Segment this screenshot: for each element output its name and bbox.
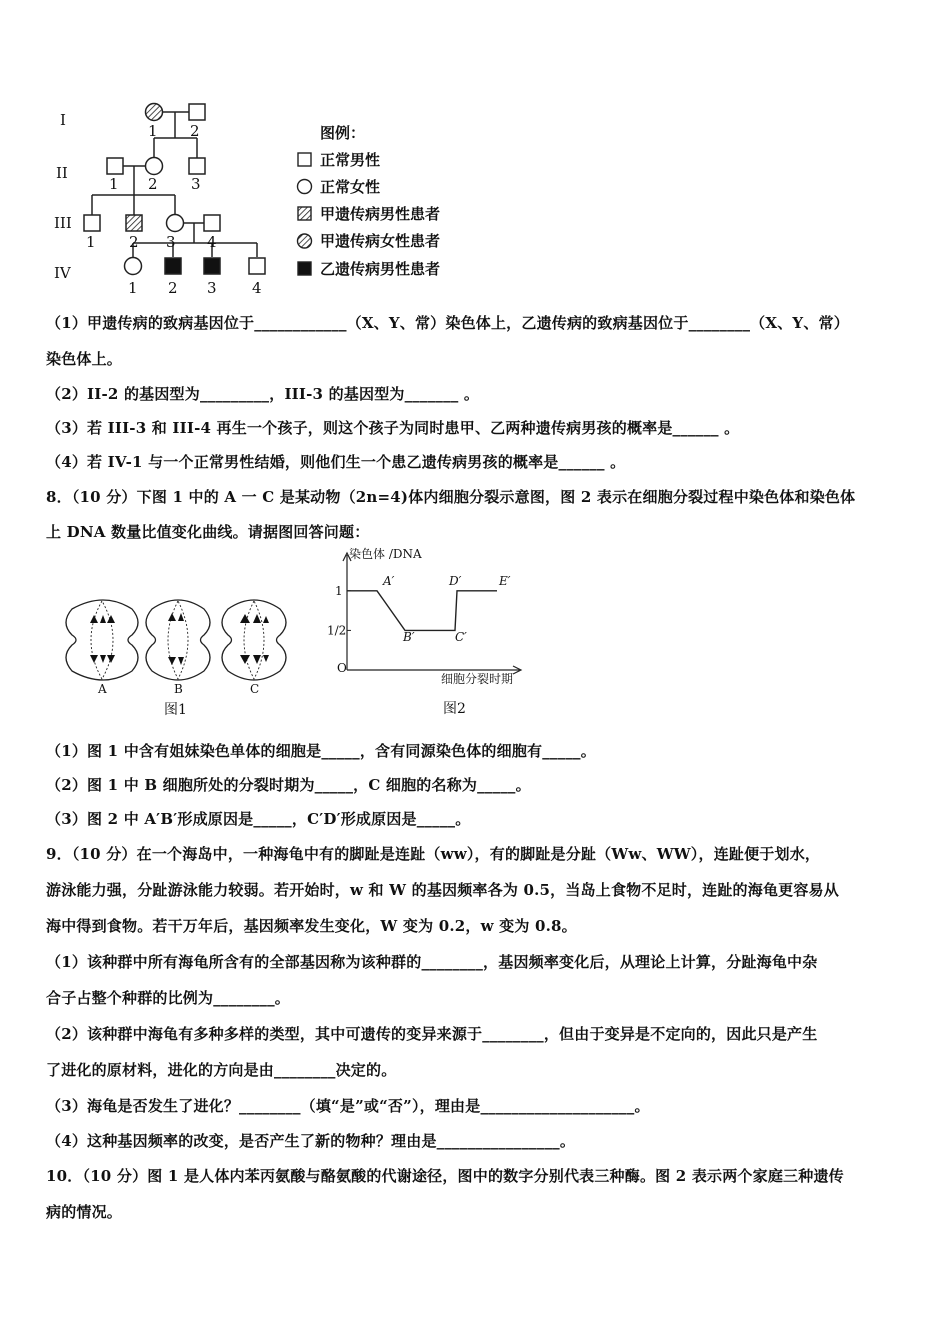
IV-3-affected-male-b bbox=[204, 258, 220, 274]
q9-line-3: 海中得到食物。若干万年后，基因频率发生变化，W 变为 0.2，w 变为 0.8。 bbox=[46, 917, 577, 935]
fig2-origin: O bbox=[337, 661, 347, 675]
num-III-2: 2 bbox=[129, 233, 139, 251]
fig2-caption: 图2 bbox=[443, 701, 466, 717]
q7-line-5: （4）若 IV-1 与一个正常男性结婚，则他们生一个患乙遗传病男孩的概率是______ 。 bbox=[46, 453, 626, 471]
q8-sub-1: （1）图 1 中含有姐妹染色单体的细胞是_____，含有同源染色体的细胞有_____。 bbox=[46, 742, 596, 760]
cell-a-membrane bbox=[66, 600, 138, 680]
num-II-3: 3 bbox=[191, 175, 201, 193]
pedigree-figure bbox=[40, 95, 480, 300]
fig1-caption: 图1 bbox=[164, 702, 187, 718]
num-III-1: 1 bbox=[86, 233, 96, 251]
q8-sub-3: （3）图 2 中 A′B′形成原因是_____，C′D′形成原因是_____。 bbox=[46, 810, 471, 828]
q8-figure-2-chart bbox=[325, 545, 535, 725]
q8-line-2: 上 DNA 数量比值变化曲线。请据图回答问题： bbox=[46, 523, 370, 541]
q8-sub-2: （2）图 1 中 B 细胞所处的分裂时期为_____，C 细胞的名称为_____。 bbox=[46, 776, 531, 794]
cell-b-membrane bbox=[146, 600, 210, 680]
num-III-3: 3 bbox=[166, 233, 176, 251]
legend-a-female: 甲遗传病女性患者 bbox=[320, 232, 441, 250]
IV-2-affected-male-b bbox=[165, 258, 181, 274]
num-I-2: 2 bbox=[190, 122, 200, 140]
q8-figure-1 bbox=[60, 595, 300, 725]
III-3-normal-female bbox=[167, 215, 184, 232]
fig2-series-line bbox=[347, 591, 497, 631]
III-2-affected-male-a bbox=[126, 215, 142, 231]
q9-line-8: （3）海龟是否发生了进化？________（填“是”或“否”），理由是____________________。 bbox=[46, 1097, 650, 1115]
II-3-normal-male bbox=[189, 158, 205, 174]
fig2-point-d: D′ bbox=[449, 574, 462, 588]
q10-line-1: 10．（10 分）图 1 是人体内苯丙氨酸与酪氨酸的代谢途径，图中的数字分别代表三种酶。图 2 表示两个家庭三种遗传 bbox=[46, 1167, 844, 1185]
cell-c-membrane bbox=[222, 600, 286, 680]
legend-normal-female: 正常女性 bbox=[320, 178, 381, 196]
legend-normal-male-icon bbox=[298, 153, 311, 166]
legend-b-male-icon bbox=[298, 262, 311, 275]
IV-1-normal-female bbox=[125, 258, 142, 275]
num-IV-2: 2 bbox=[168, 279, 178, 297]
III-1-normal-male bbox=[84, 215, 100, 231]
legend-b-male: 乙遗传病男性患者 bbox=[320, 260, 441, 278]
q7-line-1: （1）甲遗传病的致病基因位于____________（X、Y、常）染色体上，乙遗传病的致病基因位于________（X、Y、常） bbox=[46, 314, 849, 332]
num-II-1: 1 bbox=[109, 175, 119, 193]
I-2-normal-male bbox=[189, 104, 205, 120]
q8-line-1: 8．（10 分）下图 1 中的 A 一 C 是某动物（2n=4)体内细胞分裂示意图，图 2 表示在细胞分裂过程中染色体和染色体 bbox=[46, 488, 856, 506]
II-2-normal-female bbox=[146, 158, 163, 175]
num-IV-4: 4 bbox=[252, 279, 262, 297]
III-4-normal-male bbox=[204, 215, 220, 231]
q9-line-9: （4）这种基因频率的改变，是否产生了新的物种？理由是________________。 bbox=[46, 1132, 576, 1150]
q10-line-2: 病的情况。 bbox=[46, 1203, 123, 1221]
cell-label-b: B bbox=[174, 682, 183, 696]
legend-title: 图例： bbox=[320, 124, 366, 142]
cell-label-c: C bbox=[250, 682, 260, 696]
IV-4-normal-male bbox=[249, 258, 265, 274]
fig2-point-b: B′ bbox=[403, 630, 415, 644]
legend-a-female-icon bbox=[298, 234, 312, 248]
legend-normal-female-icon bbox=[298, 180, 312, 194]
q7-line-4: （3）若 III-3 和 III-4 再生一个孩子，则这个孩子为同时患甲、乙两种遗传病男孩的概率是______ 。 bbox=[46, 419, 740, 437]
fig2-ytick-half: 1/2 bbox=[327, 623, 347, 638]
I-1-affected-female bbox=[146, 104, 163, 121]
fig2-ylabel: 染色体 /DNA bbox=[349, 547, 422, 561]
legend-normal-male: 正常男性 bbox=[320, 151, 381, 169]
q9-line-6: （2）该种群中海龟有多种多样的类型，其中可遗传的变异来源于________，但由于变异是不定向的，因此只是产生 bbox=[46, 1025, 818, 1043]
q9-line-7: 了进化的原材料，进化的方向是由________决定的。 bbox=[46, 1061, 397, 1079]
num-III-4: 4 bbox=[207, 233, 217, 251]
legend-a-male: 甲遗传病男性患者 bbox=[320, 205, 441, 223]
gen-label-IV: IV bbox=[54, 264, 71, 282]
q7-line-2: 染色体上。 bbox=[46, 350, 123, 368]
q9-line-5: 合子占整个种群的比例为________。 bbox=[46, 989, 291, 1007]
II-1-normal-male bbox=[107, 158, 123, 174]
num-I-1: 1 bbox=[148, 122, 158, 140]
gen-label-II: II bbox=[56, 164, 68, 182]
legend-a-male-icon bbox=[298, 207, 311, 220]
q9-line-4: （1）该种群中所有海龟所含有的全部基因称为该种群的________，基因频率变化后，从理论上计算，分趾海龟中杂 bbox=[46, 953, 818, 971]
q9-line-2: 游泳能力强，分趾游泳能力较弱。若开始时，w 和 W 的基因频率各为 0.5，当岛上食物不足时，连趾的海龟更容易从 bbox=[46, 881, 839, 899]
q9-line-1: 9．（10 分）在一个海岛中，一种海龟中有的脚趾是连趾（ww），有的脚趾是分趾（Ww、WW），连趾便于划水， bbox=[46, 845, 821, 863]
num-IV-1: 1 bbox=[128, 279, 138, 297]
fig2-ytick-1: 1 bbox=[335, 583, 343, 598]
cell-label-a: A bbox=[98, 682, 107, 696]
gen-label-III: III bbox=[54, 214, 72, 232]
fig2-point-a: A′ bbox=[383, 574, 395, 588]
num-IV-3: 3 bbox=[207, 279, 217, 297]
q7-line-3: （2）II-2 的基因型为_________，III-3 的基因型为_______ 。 bbox=[46, 385, 480, 403]
fig2-point-e: E′ bbox=[499, 574, 511, 588]
num-II-2: 2 bbox=[148, 175, 158, 193]
fig2-point-c: C′ bbox=[455, 630, 467, 644]
fig2-xlabel: 细胞分裂时期 bbox=[441, 672, 514, 686]
gen-label-I: I bbox=[60, 111, 66, 129]
